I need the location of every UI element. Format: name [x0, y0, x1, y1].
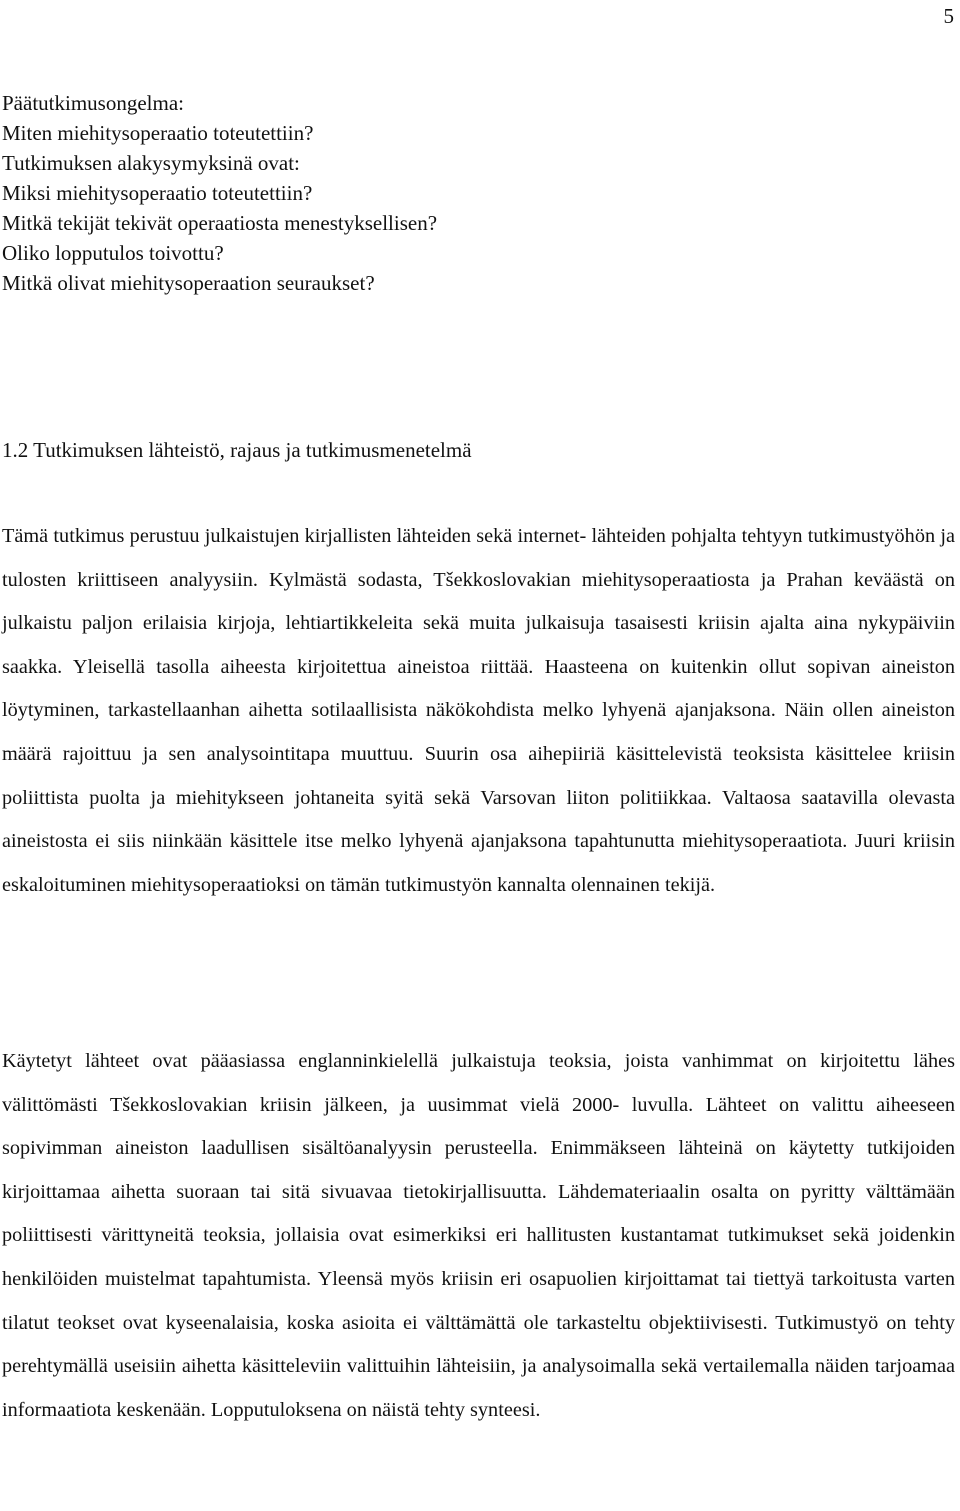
question-line: Oliko lopputulos toivottu?: [2, 241, 224, 265]
body-paragraph: Tämä tutkimus perustuu julkaistujen kirjallisten lähteiden sekä internet- lähteiden pohjalta tehtyyn tutkimustyöhön ja tulosten kriittiseen analyysiin. Kylmästä sodasta, Tšekkoslovakian miehitysoperaatiosta ja Prahan keväästä on julkaistu paljon erilaisia kirjoja, lehtiartikkeleita sekä muita julkaisuja tasaisesti kriisin ajalta aina nykypäiviin saakka. Yleisellä tasolla aiheesta kirjoitettua aineistoa riittää. Haasteena on kuitenkin ollut sopivan aineiston löytyminen, tarkastellaanhan aihetta sotilaallisista näkökohdista melko lyhyenä ajanjaksona. Näin ollen aineiston määrä rajoittuu ja sen analysointitapa muuttuu. Suurin osa aihepiiriä käsittelevistä teoksista käsittelee kriisin poliittista puolta ja miehitykseen johtaneita syitä sekä Varsovan liiton politiikkaa. Valtaosa saatavilla olevasta aineistosta ei siis niinkään käsittele itse melko lyhyenä ajanjaksona tapahtunutta miehitysoperaatiota. Juuri kriisin eskaloituminen miehitysoperaatioksi on tämän tutkimustyön kannalta olennainen tekijä.: [2, 525, 955, 896]
question-line: Mitkä olivat miehitysoperaation seuraukset?: [2, 271, 375, 295]
section-heading: 1.2 Tutkimuksen lähteistö, rajaus ja tutkimusmenetelmä: [2, 438, 472, 462]
research-questions: [2, 88, 942, 298]
question-line: Mitkä tekijät tekivät operaatiosta menestyksellisen?: [2, 211, 438, 235]
body-paragraph: Käytetyt lähteet ovat pääasiassa englanninkielellä julkaistuja teoksia, joista vanhimmat on kirjoitettu lähes välittömästi Tšekkoslovakian kriisin jälkeen, ja uusimmat vielä 2000- luvulla. Lähteet on valittu aiheeseen sopivimman aineiston laadullisen sisältöanalyysin perusteella. Enimmäkseen lähteinä on käytetty tutkijoiden kirjoittamaa aihetta suoraan tai sitä sivuavaa tietokirjallisuutta. Lähdemateriaalin osalta on pyritty välttämään poliittisesti värittyneitä teoksia, jollaisia ovat esimerkiksi eri hallitusten kustantamat tutkimukset sekä joidenkin henkilöiden muistelmat tapahtumista. Yleensä myös kriisin eri osapuolien kirjoittamat tai tiettyä tarkoitusta varten tilatut teokset ovat kyseenalaisia, koska asioita ei välttämättä ole tarkasteltu objektiivisesti. Tutkimustyö on tehty perehtymällä useisiin aihetta käsitteleviin valittuihin lähteisiin, ja analysoimalla sekä vertailemalla näiden tarjoamaa informaatiota keskenään. Lopputuloksena on näistä tehty synteesi.: [2, 1050, 955, 1421]
question-line: Miten miehitysoperaatio toteutettiin?: [2, 121, 314, 145]
question-line: Miksi miehitysoperaatio toteutettiin?: [2, 181, 313, 205]
question-line: Päätutkimusongelma:: [2, 91, 184, 115]
question-line: Tutkimuksen alakysymyksinä ovat:: [2, 151, 300, 175]
page-number: 5: [943, 4, 954, 28]
